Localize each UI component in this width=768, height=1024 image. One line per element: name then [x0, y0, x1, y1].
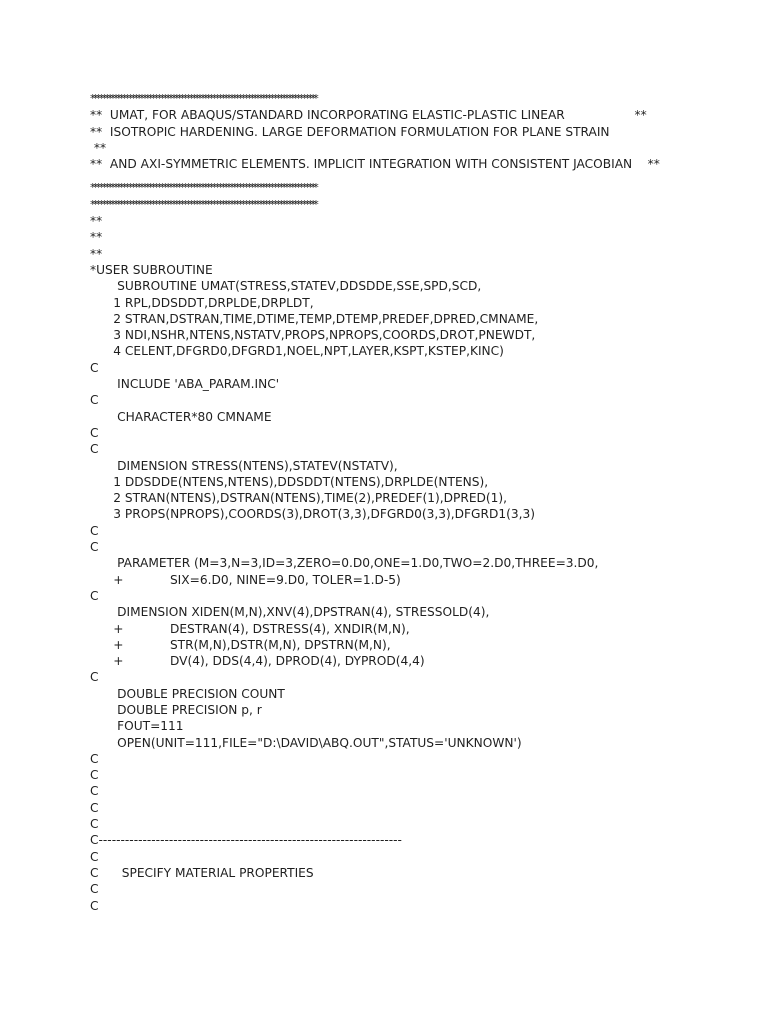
section-heading-comment: C SPECIFY MATERIAL PROPERTIES	[90, 865, 314, 880]
comment-line: **	[90, 214, 103, 229]
code-line: + SIX=6.D0, NINE=9.D0, TOLER=1.D-5)	[90, 572, 401, 587]
code-line: INCLUDE 'ABA_PARAM.INC'	[90, 377, 280, 392]
banner-border-line: ******************************************************************************	[90, 92, 317, 105]
comment-line: C	[90, 784, 99, 799]
code-line: DIMENSION XIDEN(M,N),XNV(4),DPSTRAN(4), STRESSOLD(4),	[90, 605, 490, 620]
comment-line: C	[90, 898, 99, 913]
code-line: DOUBLE PRECISION p, r	[90, 702, 262, 717]
comment-line: C	[90, 768, 99, 783]
code-line: CHARACTER*80 CMNAME	[90, 409, 272, 424]
comment-line: C	[90, 817, 99, 832]
banner-text-line: ** AND AXI-SYMMETRIC ELEMENTS. IMPLICIT INTEGRATION WITH CONSISTENT JACOBIAN **	[90, 157, 660, 172]
code-line: DOUBLE PRECISION COUNT	[90, 686, 285, 701]
banner-border-line: ******************************************************************************	[90, 197, 317, 211]
code-line: 1 RPL,DDSDDT,DRPLDE,DRPLDT,	[90, 295, 314, 310]
banner-text-line: ** ISOTROPIC HARDENING. LARGE DEFORMATION FORMULATION FOR PLANE STRAIN	[90, 124, 610, 139]
code-line: FOUT=111	[90, 719, 184, 734]
comment-line: C	[90, 800, 99, 815]
comment-line: **	[90, 230, 103, 245]
banner-text-line: **	[90, 140, 107, 155]
comment-line: C	[90, 882, 99, 897]
code-line: SUBROUTINE UMAT(STRESS,STATEV,DDSDDE,SSE,SPD,SCD,	[90, 279, 482, 294]
comment-line: C	[90, 523, 99, 538]
code-line: DIMENSION STRESS(NTENS),STATEV(NSTATV),	[90, 458, 398, 473]
comment-line: C	[90, 849, 99, 864]
code-line: 2 STRAN,DSTRAN,TIME,DTIME,TEMP,DTEMP,PREDEF,DPRED,CMNAME,	[90, 311, 539, 326]
comment-line: **	[90, 246, 103, 261]
comment-line: C	[90, 540, 99, 555]
comment-line: C	[90, 425, 99, 440]
code-line: 3 NDI,NSHR,NTENS,NSTATV,PROPS,NPROPS,COORDS,DROT,PNEWDT,	[90, 328, 536, 343]
comment-line: C	[90, 393, 99, 408]
code-line: + STR(M,N),DSTR(M,N), DPSTRN(M,N),	[90, 637, 391, 652]
code-line: 4 CELENT,DFGRD0,DFGRD1,NOEL,NPT,LAYER,KSPT,KSTEP,KINC)	[90, 344, 504, 359]
banner-text-line: ** UMAT, FOR ABAQUS/STANDARD INCORPORATING ELASTIC-PLASTIC LINEAR **	[90, 108, 647, 123]
code-line: + DV(4), DDS(4,4), DPROD(4), DYPROD(4,4)	[90, 654, 425, 669]
code-line: PARAMETER (M=3,N=3,ID=3,ZERO=0.D0,ONE=1.D0,TWO=2.D0,THREE=3.D0,	[90, 556, 599, 571]
comment-line: C	[90, 670, 99, 685]
code-line: *USER SUBROUTINE	[90, 262, 213, 277]
comment-line: C	[90, 751, 99, 766]
code-line: 1 DDSDDE(NTENS,NTENS),DDSDDT(NTENS),DRPLDE(NTENS),	[90, 474, 489, 489]
comment-line: C	[90, 442, 99, 457]
separator-comment-line: C---------------------------------------------------------------------	[90, 833, 402, 848]
fortran-code-listing	[90, 91, 760, 914]
banner-border-line: ******************************************************************************	[90, 181, 317, 195]
code-line: 3 PROPS(NPROPS),COORDS(3),DROT(3,3),DFGRD0(3,3),DFGRD1(3,3)	[90, 507, 535, 522]
comment-line: C	[90, 588, 99, 603]
comment-line: C	[90, 360, 99, 375]
code-line: 2 STRAN(NTENS),DSTRAN(NTENS),TIME(2),PREDEF(1),DPRED(1),	[90, 491, 508, 506]
code-line: OPEN(UNIT=111,FILE="D:\DAVID\ABQ.OUT",STATUS='UNKNOWN')	[90, 735, 522, 750]
code-line: + DESTRAN(4), DSTRESS(4), XNDIR(M,N),	[90, 621, 410, 636]
